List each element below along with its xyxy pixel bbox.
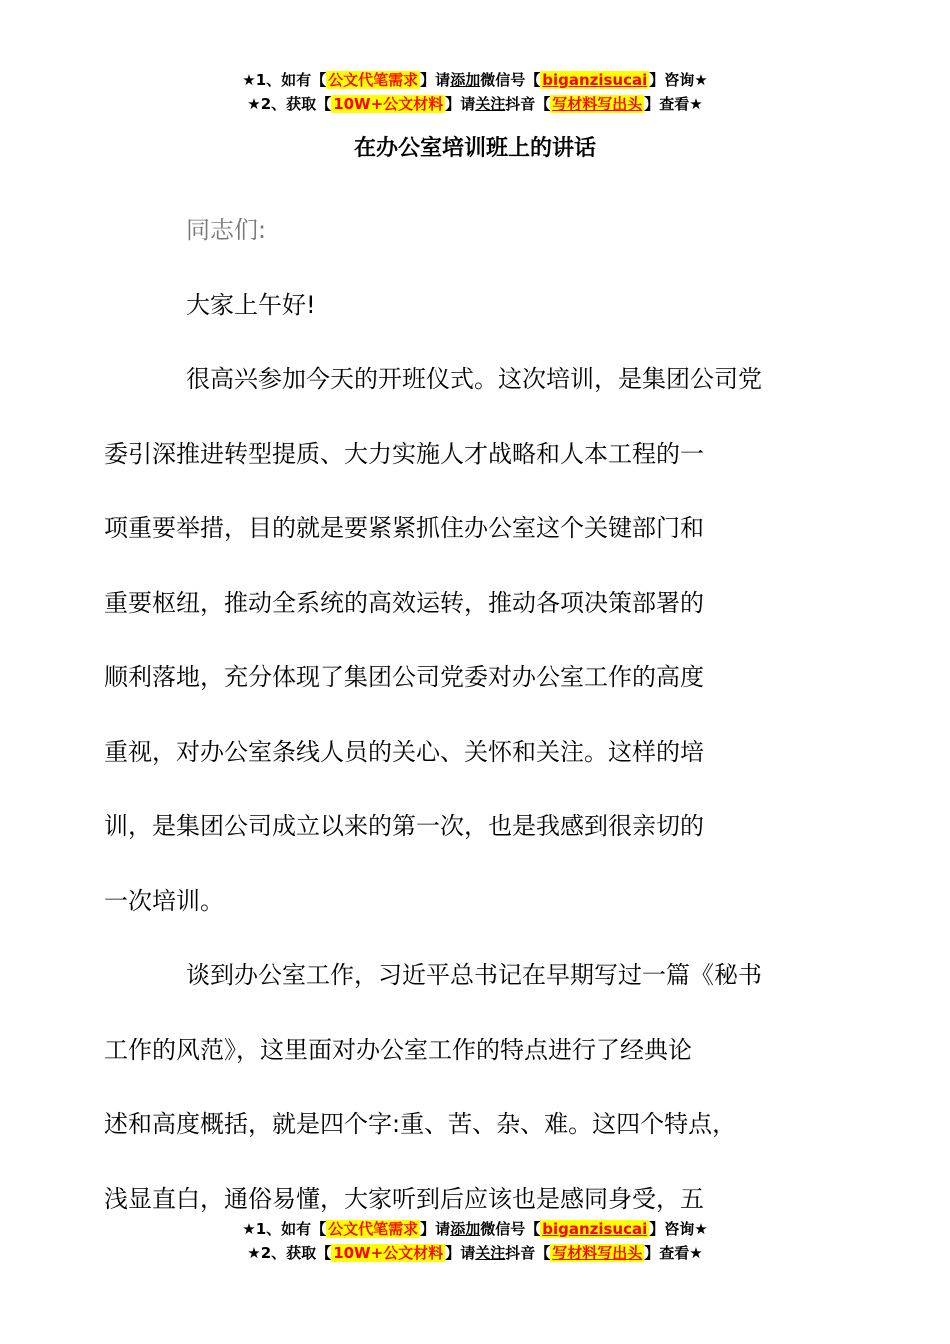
paragraph-line: 顺利落地，充分体现了集团公司党委对办公室工作的高度 xyxy=(104,663,704,691)
paragraph-line: 工作的风范》，这里面对办公室工作的特点进行了经典论 xyxy=(104,1035,692,1064)
banner-highlight-wechat: biganzisucai xyxy=(542,71,648,89)
greeting: 大家上午好! xyxy=(186,290,316,319)
paragraph-2 xyxy=(104,938,815,1236)
banner-text: 抖音【 xyxy=(505,95,551,113)
paragraph-line: 训，是集团公司成立以来的第一次，也是我感到很亲切的 xyxy=(104,812,704,840)
paragraph-line: 谈到办公室工作，习近平总书记在早期写过一篇《秘书 xyxy=(186,961,762,989)
banner-emphasis: 关注 xyxy=(475,95,506,113)
banner-text: 】请 xyxy=(420,71,451,89)
banner-text: 】咨询★ xyxy=(649,71,708,89)
banner-text: 】查看★ xyxy=(644,95,703,113)
banner-highlight-douyin: 写材料写出头 xyxy=(552,1244,643,1262)
banner-line-1 xyxy=(0,68,950,92)
banner-highlight-materials: 10W+公文材料 xyxy=(333,95,444,113)
banner-emphasis: 添加 xyxy=(450,71,481,89)
paragraph-line: 重视，对办公室条线人员的关心、关怀和关注。这样的培 xyxy=(104,737,704,766)
banner-highlight-service: 公文代笔需求 xyxy=(328,71,419,89)
banner-text: ★1、如有【 xyxy=(242,1220,327,1238)
header-banner xyxy=(0,68,950,116)
document-title: 在办公室培训班上的讲话 xyxy=(353,136,596,161)
paragraph-line: 述和高度概括，就是四个字:重、苦、杂、难。这四个特点， xyxy=(104,1110,737,1138)
banner-text: 微信号【 xyxy=(480,71,541,89)
banner-highlight-materials: 10W+公文材料 xyxy=(333,1244,444,1262)
banner-text: 】请 xyxy=(420,1220,451,1238)
banner-text: 】查看★ xyxy=(644,1244,703,1262)
banner-emphasis: 关注 xyxy=(475,1244,506,1262)
banner-line-2 xyxy=(0,1241,950,1265)
banner-line-2 xyxy=(0,92,950,116)
document-body xyxy=(104,193,815,1236)
banner-text: 】咨询★ xyxy=(649,1220,708,1238)
banner-highlight-service: 公文代笔需求 xyxy=(328,1220,419,1238)
paragraph-line: 一次培训。 xyxy=(104,886,224,915)
banner-text: ★2、获取【 xyxy=(247,1244,332,1262)
paragraph-1 xyxy=(104,342,815,938)
banner-text: 抖音【 xyxy=(505,1244,551,1262)
paragraph-line: 浅显直白，通俗易懂，大家听到后应该也是感同身受，五 xyxy=(104,1184,704,1213)
banner-text: 】请 xyxy=(445,1244,476,1262)
banner-highlight-douyin: 写材料写出头 xyxy=(552,95,643,113)
salutation: 同志们: xyxy=(186,216,267,244)
banner-text: ★1、如有【 xyxy=(242,71,327,89)
paragraph-line: 很高兴参加今天的开班仪式。这次培训，是集团公司党 xyxy=(186,365,762,393)
banner-text: 】请 xyxy=(445,95,476,113)
paragraph-line: 委引深推进转型提质、大力实施人才战略和人本工程的一 xyxy=(104,439,704,468)
banner-emphasis: 添加 xyxy=(450,1220,481,1238)
paragraph-line: 重要枢纽，推动全系统的高效运转，推动各项决策部署的 xyxy=(104,588,704,617)
banner-highlight-wechat: biganzisucai xyxy=(542,1220,648,1238)
paragraph-line: 项重要举措，目的就是要紧紧抓住办公室这个关键部门和 xyxy=(104,514,704,542)
footer-banner xyxy=(0,1217,950,1265)
banner-text: 微信号【 xyxy=(480,1220,541,1238)
banner-line-1 xyxy=(0,1217,950,1241)
banner-text: ★2、获取【 xyxy=(247,95,332,113)
